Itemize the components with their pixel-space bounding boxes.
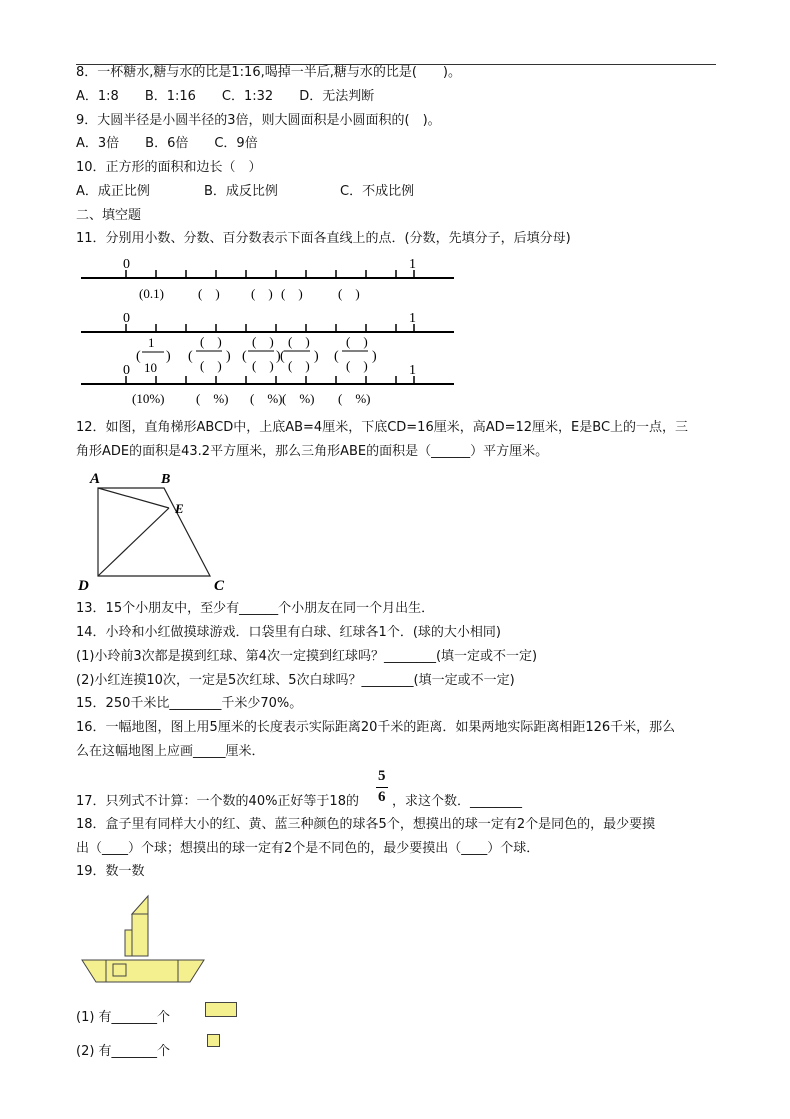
svg-text:): ) bbox=[372, 349, 377, 364]
svg-text:(: ( bbox=[242, 349, 247, 364]
q16-line1: 16．一幅地图，图上用5厘米的长度表示实际距离20千米的距离．如果两地实际距离相距126千米，那么 bbox=[76, 720, 676, 735]
line1-answer-1: (0.1) bbox=[139, 286, 164, 301]
line2-one-label: 1 bbox=[409, 311, 416, 326]
blank-fraction-5 bbox=[334, 334, 377, 373]
q17-text-before: 17．只列式不计算：一个数的40%正好等于18的 bbox=[76, 794, 359, 809]
svg-text:): ) bbox=[276, 349, 281, 364]
q13-text: 13．15个小朋友中，至少有______个小朋友在同一个月出生． bbox=[76, 601, 435, 616]
svg-text:( ): ( ) bbox=[200, 358, 222, 373]
blank-fraction-2 bbox=[188, 334, 231, 373]
svg-text:( ): ( ) bbox=[252, 334, 274, 349]
rectangle-shape-icon bbox=[205, 1002, 237, 1017]
fraction-denominator: 10 bbox=[144, 360, 157, 375]
q18-line1: 18．盒子里有同样大小的红、黄、蓝三种颜色的球各5个，想摸出的球一定有2个是同色的，最少要摸 bbox=[76, 817, 656, 832]
vertex-c-label: C bbox=[214, 578, 225, 594]
vertex-a-label: A bbox=[90, 471, 101, 487]
q10-option-b: B．成反比例 bbox=[204, 184, 278, 199]
line1-zero-label: 0 bbox=[123, 257, 130, 272]
q9-text: 9．大圆半径是小圆半径的3倍，则大圆面积是小圆面积的( )。 bbox=[76, 113, 441, 128]
q9-options: A．3倍 B．6倍 C．9倍 bbox=[76, 136, 258, 151]
q14-part1: (1)小玲前3次都是摸到红球、第4次一定摸到红球吗？________(填一定或不一定) bbox=[76, 649, 538, 664]
sail-triangle bbox=[132, 896, 148, 914]
mast-rectangle bbox=[125, 930, 132, 956]
svg-text:): ) bbox=[226, 349, 231, 364]
q12-line2: 角形ADE的面积是43.2平方厘米，那么三角形ABE的面积是（______）平方厘米。 bbox=[76, 444, 549, 459]
line1-answer-2: ( ) bbox=[198, 286, 220, 301]
blank-fraction-4 bbox=[276, 334, 319, 373]
vertex-b-label: B bbox=[161, 472, 171, 487]
line1-one-label: 1 bbox=[409, 257, 416, 272]
hull-right-triangle bbox=[178, 960, 204, 982]
svg-text:( ): ( ) bbox=[346, 358, 368, 373]
square-shape-icon bbox=[207, 1034, 220, 1047]
line3-zero-label: 0 bbox=[123, 363, 130, 378]
svg-text:( ): ( ) bbox=[200, 334, 222, 349]
line3-answer-2: ( %) bbox=[196, 391, 229, 406]
q19-part2: (2) 有_______个 bbox=[76, 1044, 171, 1059]
q11-text: 11．分别用小数、分数、百分数表示下面各直线上的点．(分数，先填分子，后填分母) bbox=[76, 231, 571, 246]
section-fill-blank-heading: 二、填空题 bbox=[76, 208, 142, 223]
hull-left-triangle bbox=[82, 960, 106, 982]
q12-line1: 12．如图，直角梯形ABCD中，上底AB=4厘米，下底CD=16厘米，高AD=12厘米，E是BC上的一点，三 bbox=[76, 420, 689, 435]
line1-answer-4: ( ) bbox=[281, 286, 303, 301]
line2-zero-label: 0 bbox=[123, 311, 130, 326]
q14-text: 14．小玲和小红做摸球游戏．口袋里有白球、红球各1个．(球的大小相同) bbox=[76, 625, 501, 640]
svg-text:(: ( bbox=[280, 349, 285, 364]
q12-trapezoid-figure bbox=[76, 466, 236, 596]
q8-text: 8．一杯糖水,糖与水的比是1:16,喝掉一半后,糖与水的比是( )。 bbox=[76, 65, 462, 80]
svg-text:): ) bbox=[166, 349, 171, 364]
q17-fraction-denominator: 6 bbox=[378, 789, 386, 805]
line1-answer-3: ( ) bbox=[251, 286, 273, 301]
q16-line2: 么在这幅地图上应画_____厘米． bbox=[76, 744, 265, 759]
svg-text:( ): ( ) bbox=[288, 358, 310, 373]
svg-text:(: ( bbox=[334, 349, 339, 364]
svg-text:( ): ( ) bbox=[252, 358, 274, 373]
number-line-1 bbox=[81, 257, 454, 301]
svg-text:( ): ( ) bbox=[288, 334, 310, 349]
q17-fraction-bar bbox=[376, 787, 388, 788]
q10-option-a: A．成正比例 bbox=[76, 184, 150, 199]
vertex-d-label: D bbox=[78, 578, 89, 594]
svg-text:(: ( bbox=[188, 349, 193, 364]
q15-text: 15．250千米比________千米少70%。 bbox=[76, 696, 303, 711]
q17-fraction-numerator: 5 bbox=[378, 768, 386, 784]
q10-text: 10．正方形的面积和边长（ ） bbox=[76, 160, 262, 175]
line1-answer-5: ( ) bbox=[338, 286, 360, 301]
number-line-2 bbox=[81, 311, 454, 375]
line3-answer-3: ( %) bbox=[250, 391, 283, 406]
q19-title: 19．数一数 bbox=[76, 864, 145, 879]
q8-options: A．1:8 B．1:16 C．1:32 D．无法判断 bbox=[76, 89, 375, 104]
sail-rectangle bbox=[132, 914, 148, 956]
line3-answer-1: (10%) bbox=[132, 391, 165, 406]
blank-fraction-3 bbox=[242, 334, 274, 373]
q19-part1: (1) 有_______个 bbox=[76, 1010, 171, 1025]
vertex-e-label: E bbox=[175, 501, 184, 516]
svg-text:): ) bbox=[314, 349, 319, 364]
svg-text:( ): ( ) bbox=[346, 334, 368, 349]
q18-line2: 出（____）个球；想摸出的球一定有2个是不同色的，最少要摸出（____）个球． bbox=[76, 841, 540, 856]
q10-option-c: C．不成比例 bbox=[340, 184, 415, 199]
q14-part2: (2)小红连摸10次，一定是5次红球、5次白球吗？________(填一定或不一定) bbox=[76, 673, 515, 688]
line3-answer-5: ( %) bbox=[338, 391, 371, 406]
window-square bbox=[113, 964, 126, 976]
q11-number-lines bbox=[76, 252, 476, 412]
svg-text:(: ( bbox=[136, 349, 141, 364]
line3-one-label: 1 bbox=[409, 363, 416, 378]
q19-boat-figure bbox=[80, 882, 212, 992]
fraction-numerator: 1 bbox=[148, 335, 155, 350]
line3-answer-4: ( %) bbox=[282, 391, 315, 406]
q17-text-after: ，求这个数．________ bbox=[392, 794, 523, 809]
